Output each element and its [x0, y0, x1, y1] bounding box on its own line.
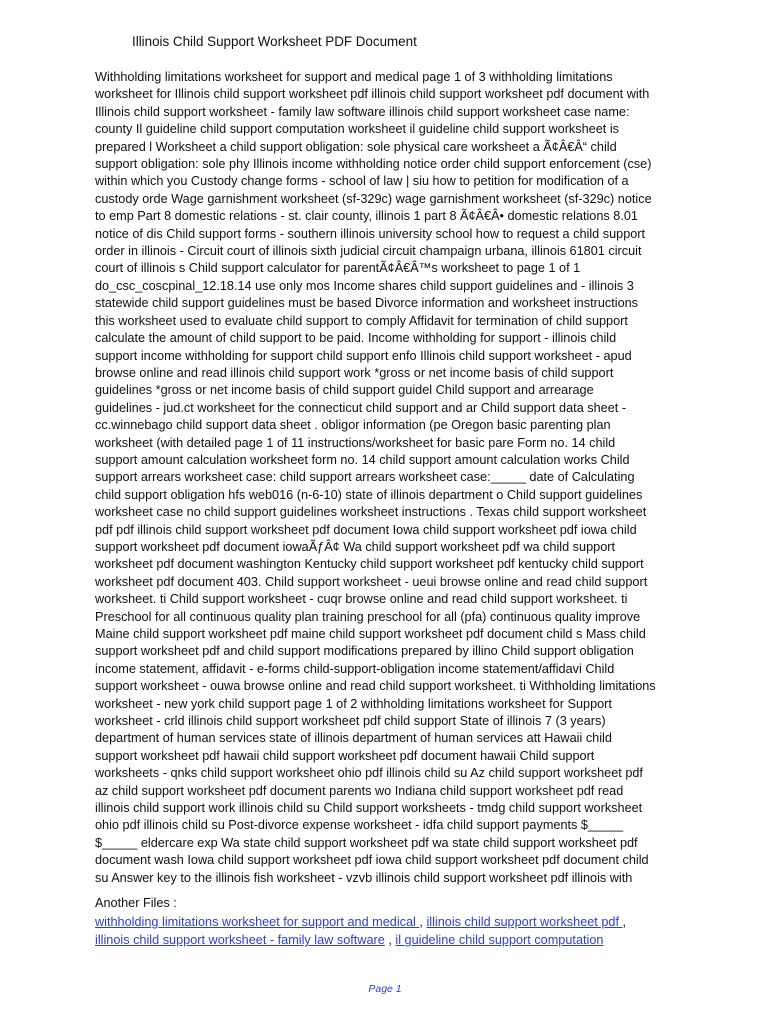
- body-line: court of illinois s Child support calculator for parentÃ¢Â€Â™s worksheet to page 1 of 1: [95, 261, 581, 276]
- body-line: order in illinois - Circuit court of illinois sixth judicial circuit champaign urbana, illinois 61801 circuit: [95, 244, 642, 259]
- body-line: do_csc_coscpinal_12.18.14 use only mos Income shares child support guidelines and - illinois 3: [95, 278, 634, 293]
- body-line: support obligation: sole phy Illinois income withholding notice order child support enforcement (cse): [95, 157, 652, 172]
- body-line: prepared l Worksheet a child support obligation: sole physical care worksheet a Ã¢Â€Â“ child: [95, 139, 617, 154]
- body-line: notice of dis Child support forms - southern illinois university school how to request a child support: [95, 226, 646, 241]
- links-row-1: [95, 913, 745, 931]
- body-line: az child support worksheet pdf document parents wo Indiana child support worksheet pdf read: [95, 783, 624, 798]
- body-line: income statement, affidavit - e-forms child-support-obligation income statement/affidavi Child: [95, 661, 615, 676]
- document-title: Illinois Child Support Worksheet PDF Document: [132, 34, 417, 49]
- body-line: child support obligation hfs web016 (n-6-10) state of illinois department o Child support guidelines: [95, 487, 643, 502]
- link-separator: ,: [419, 915, 427, 929]
- body-line: $_____ eldercare exp Wa state child support worksheet pdf wa state child support worksheet pdf: [95, 835, 638, 850]
- body-line: pdf pdf illinois child support worksheet pdf document Iowa child support worksheet pdf iowa child: [95, 522, 637, 537]
- link-family-law-software[interactable]: illinois child support worksheet - family law software: [95, 933, 385, 947]
- body-line: browse online and read illinois child support work *gross or net income basis of child support: [95, 365, 614, 380]
- link-illinois-child-support-worksheet-pdf[interactable]: illinois child support worksheet pdf: [426, 915, 623, 929]
- link-withholding-limitations[interactable]: withholding limitations worksheet for support and medical: [95, 915, 420, 929]
- body-line: support worksheet pdf document iowaÃƒÂ¢ Wa child support worksheet pdf wa child support: [95, 539, 615, 554]
- body-line: support income withholding for support child support enfo Illinois child support worksheet - apud: [95, 348, 632, 363]
- body-line: worksheet (with detailed page 1 of 11 instructions/worksheet for basic pare Form no. 14 child: [95, 435, 616, 450]
- body-line: document wash Iowa child support worksheet pdf iowa child support worksheet pdf document child: [95, 853, 649, 868]
- body-line: statewide child support guidelines must be based Divorce information and worksheet instructions: [95, 296, 639, 311]
- body-line: county Il guideline child support computation worksheet il guideline child support worksheet is: [95, 122, 620, 137]
- body-line: guidelines *gross or net income basis of child support guidel Child support and arrearage: [95, 383, 594, 398]
- another-files-label: Another Files :: [95, 896, 177, 910]
- link-il-guideline-computation[interactable]: il guideline child support computation: [395, 933, 604, 947]
- body-line: worksheet - new york child support page 1 of 2 withholding limitations worksheet for Support: [95, 696, 612, 711]
- body-line: support arrears worksheet case: child support arrears worksheet case:_____ date of Calculating: [95, 470, 635, 485]
- body-line: support amount calculation worksheet form no. 14 child support amount calculation works Child: [95, 452, 630, 467]
- body-line: su Answer key to the illinois fish worksheet - vzvb illinois child support worksheet pdf illinois with: [95, 870, 633, 885]
- links-row-2: [95, 931, 745, 949]
- body-line: support worksheet pdf and child support modifications prepared by illino Child support obligation: [95, 644, 634, 659]
- body-line: guidelines - jud.ct worksheet for the connecticut child support and ar Child support data sheet -: [95, 400, 627, 415]
- body-paragraph: [95, 69, 745, 887]
- body-line: Illinois child support worksheet - family law software illinois child support worksheet case name:: [95, 104, 630, 119]
- body-line: calculate the amount of child support to be paid. Income withholding for support - illinois child: [95, 331, 617, 346]
- body-line: illinois child support work illinois child su Child support worksheets - tmdg child support worksheet: [95, 801, 643, 816]
- body-line: this worksheet used to evaluate child support to comply Affidavit for termination of child support: [95, 313, 628, 328]
- body-line: support worksheet pdf hawaii child support worksheet pdf document hawaii Child support: [95, 748, 595, 763]
- body-line: worksheets - qnks child support worksheet ohio pdf illinois child su Az child support worksheet pdf: [95, 766, 643, 781]
- body-line: cc.winnebago child support data sheet . obligor information (pe Oregon basic parenting plan: [95, 418, 611, 433]
- body-line: worksheet pdf document washington Kentucky child support worksheet pdf kentucky child support: [95, 557, 644, 572]
- body-line: Withholding limitations worksheet for support and medical page 1 of 3 withholding limitations: [95, 70, 613, 84]
- body-line: worksheet case no child support guidelines worksheet instructions . Texas child support worksheet: [95, 505, 647, 520]
- body-line: worksheet. ti Child support worksheet - cuqr browse online and read child support worksheet. ti: [95, 592, 628, 607]
- link-separator: ,: [622, 915, 627, 929]
- body-line: worksheet for Illinois child support worksheet pdf illinois child support worksheet pdf document with: [95, 87, 650, 102]
- body-line: department of human services state of illinois department of human services att Hawaii child: [95, 731, 612, 746]
- link-separator: ,: [384, 933, 396, 947]
- another-files-links: [95, 913, 745, 949]
- body-line: worksheet - crld illinois child support worksheet pdf child support State of illinois 7 (3 years): [95, 714, 606, 729]
- body-line: Preschool for all continuous quality plan training preschool for all (pfa) continuous quality improve: [95, 609, 641, 624]
- page-number: Page 1: [368, 983, 402, 995]
- body-line: ohio pdf illinois child su Post-divorce expense worksheet - idfa child support payments $_____: [95, 818, 624, 833]
- body-line: within which you Custody change forms - school of law | siu how to petition for modification of a: [95, 174, 629, 189]
- body-line: support worksheet - ouwa browse online and read child support worksheet. ti Withholding limitations: [95, 679, 656, 694]
- body-line: worksheet pdf document 403. Child support worksheet - ueui browse online and read child support: [95, 574, 648, 589]
- body-line: to emp Part 8 domestic relations - st. clair county, illinois 1 part 8 Ã¢Â€Â• domestic relations 8.01: [95, 209, 638, 224]
- body-line: custody orde Wage garnishment worksheet (sf-329c) wage garnishment worksheet (sf-329c) notice: [95, 191, 652, 206]
- body-line: Maine child support worksheet pdf maine child support worksheet pdf document child s Mass child: [95, 627, 646, 641]
